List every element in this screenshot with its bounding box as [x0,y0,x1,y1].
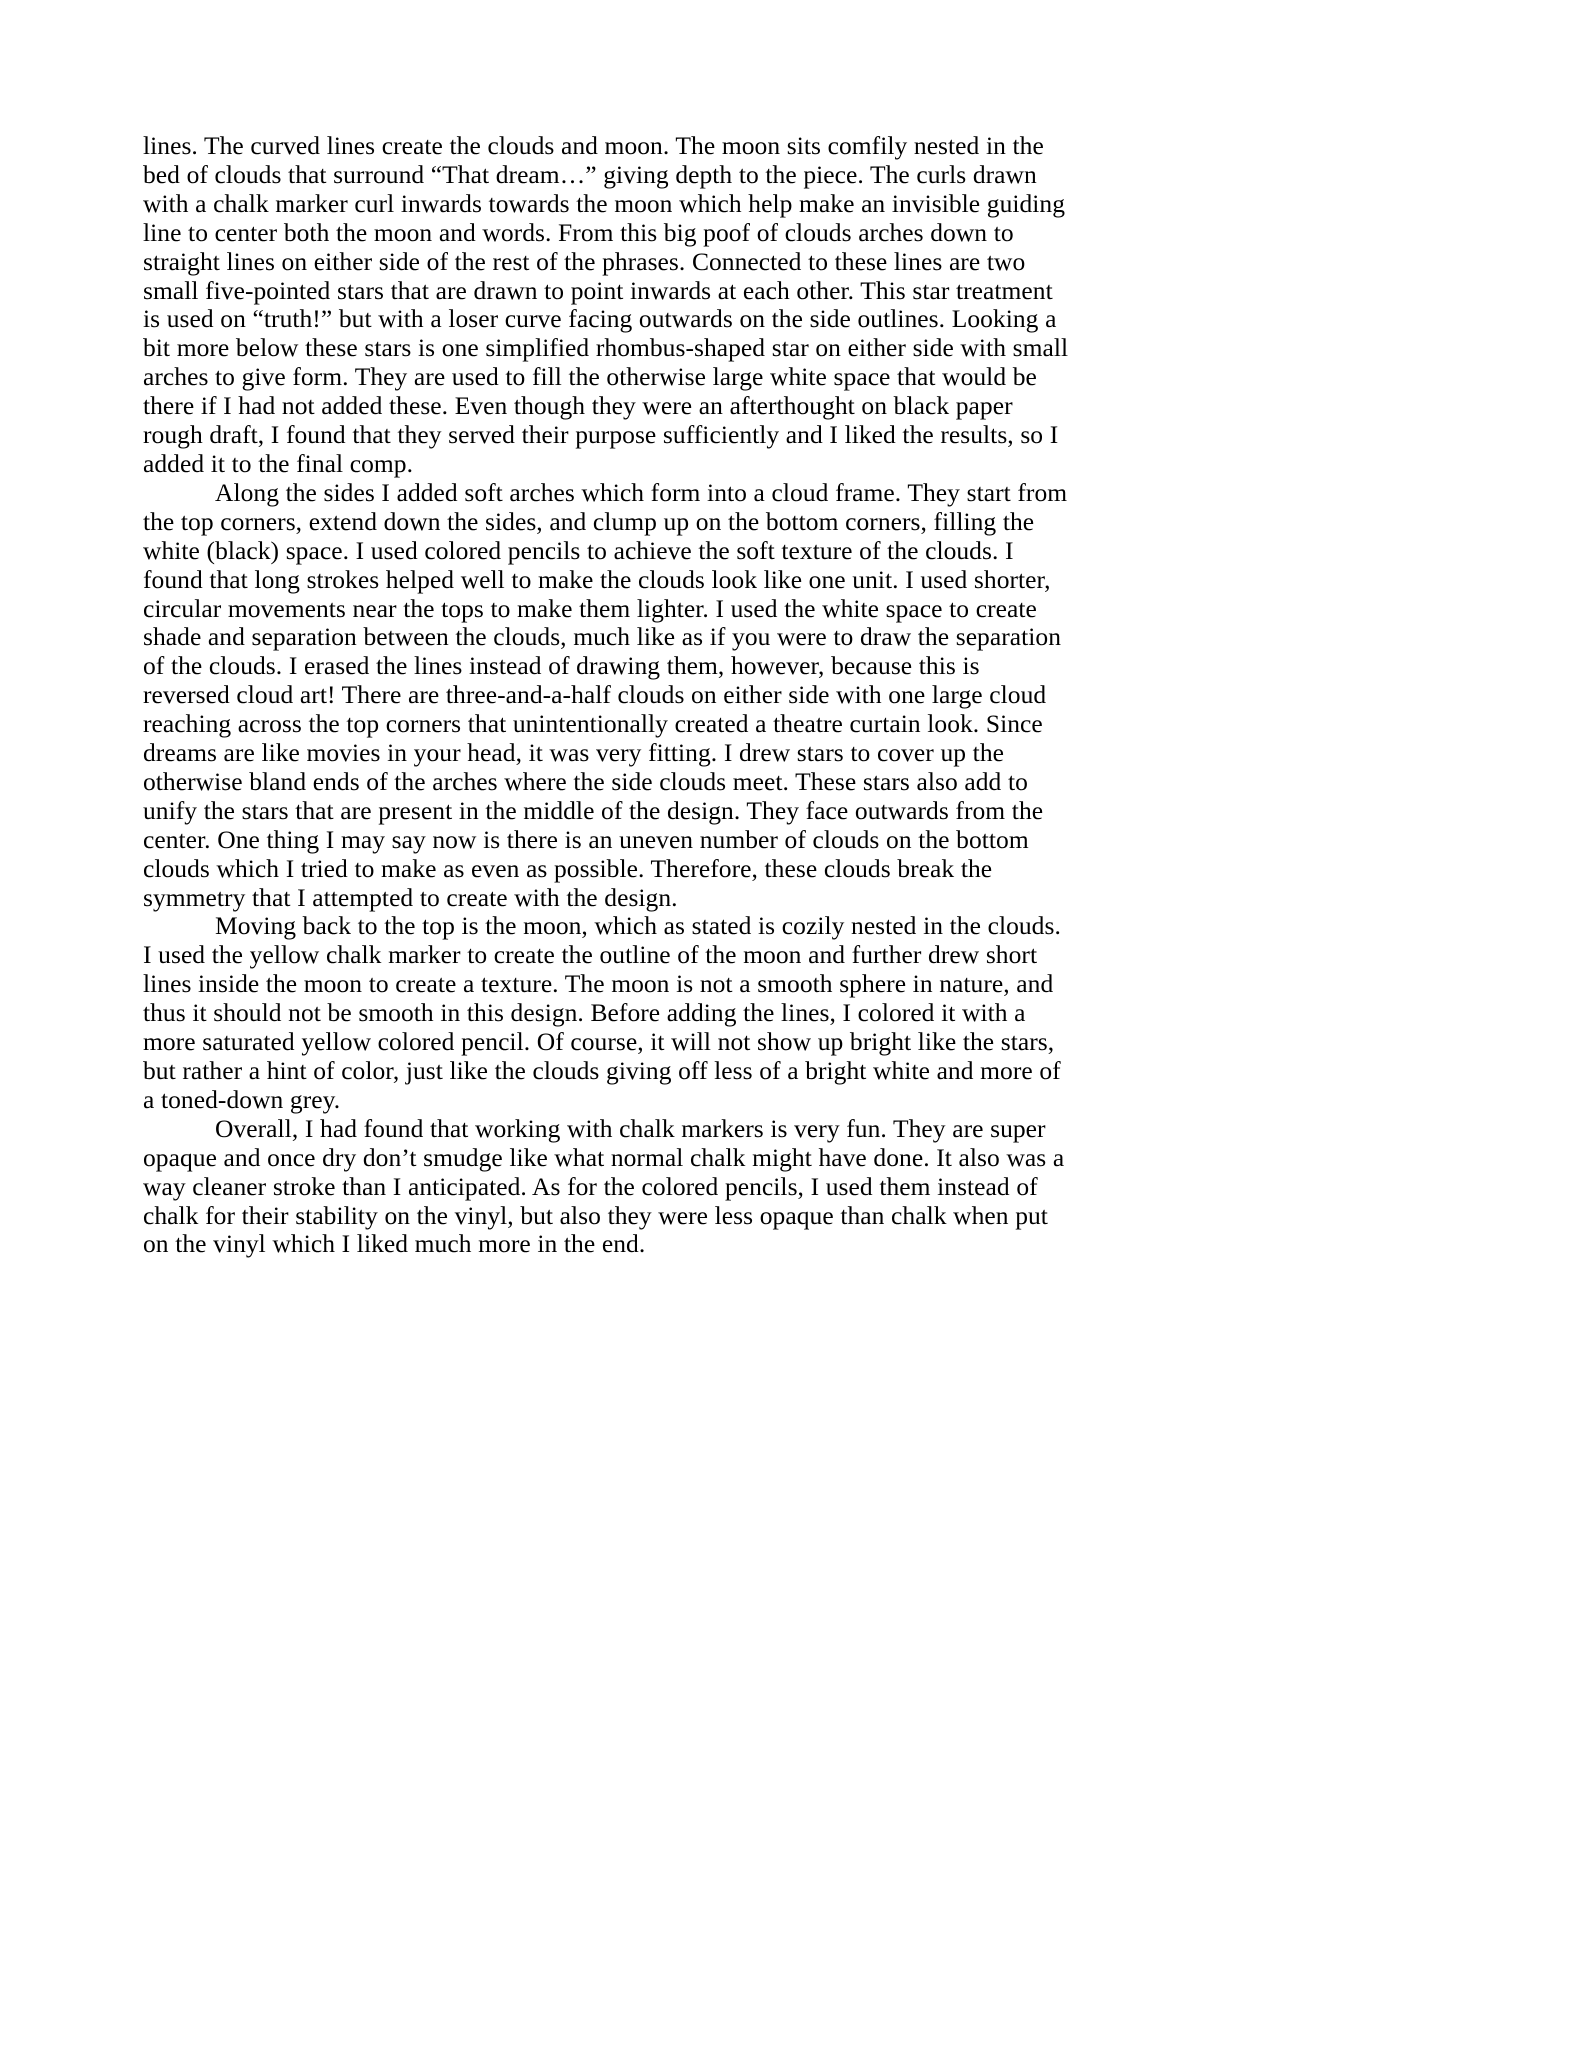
paragraph-side-arches: Along the sides I added soft arches which form into a cloud frame. They start from the top corners, extend down the sides, and clump up on the bottom corners, filling the white (black) space. I used colored pencils to achieve the soft texture of the clouds. I found that long strokes helped well to make the clouds look like one unit. I used shorter, circular movements near the tops to make them lighter. I used the white space to create shade and separation between the clouds, much like as if you were to draw the separation of the clouds. I erased the lines instead of drawing them, however, because this is reversed cloud art! There are three-and-a-half clouds on either side with one large cloud reaching across the top corners that unintentionally created a theatre curtain look. Since dreams are like movies in your head, it was very fitting. I drew stars to cover up the otherwise bland ends of the arches where the side clouds meet. These stars also add to unify the stars that are present in the middle of the design. They face outwards from the center. One thing I may say now is there is an uneven number of clouds on the bottom clouds which I tried to make as even as possible. Therefore, these clouds break the symmetry that I attempted to create with the design. [143,477,1068,912]
paragraph-moon: Moving back to the top is the moon, which as stated is cozily nested in the clouds. I used the yellow chalk marker to create the outline of the moon and further drew short lines inside the moon to create a texture. The moon is not a smooth sphere in nature, and thus it should not be smooth in this design. Before adding the lines, I colored it with a more saturated yellow colored pencil. Of course, it will not show up bright like the stars, but rather a hint of color, just like the clouds giving off less of a bright white and more of a toned-down grey. [143,911,1061,1114]
paragraph-overall: Overall, I had found that working with chalk markers is very fun. They are super opaque and once dry don’t smudge like what normal chalk might have done. It also was a way cleaner stroke than I anticipated. As for the colored pencils, I used them instead of chalk for their stability on the vinyl, but also they were less opaque than chalk when put on the vinyl which I liked much more in the end. [143,1113,1065,1259]
body-text-column [143,132,1071,1259]
paragraph-continuation: lines. The curved lines create the clouds and moon. The moon sits comfily nested in the bed of clouds that surround “That dream…” giving depth to the piece. The curls drawn with a chalk marker curl inwards towards the moon which help make an invisible guiding line to center both the moon and words. From this big poof of clouds arches down to straight lines on either side of the rest of the phrases. Connected to these lines are two small five-pointed stars that are drawn to point inwards at each other. This star treatment is used on “truth!” but with a loser curve facing outwards on the side outlines. Looking a bit more below these stars is one simplified rhombus-shaped star on either side with small arches to give form. They are used to fill the otherwise large white space that would be there if I had not added these. Even though they were an afterthought on black paper rough draft, I found that they served their purpose sufficiently and I liked the results, so I added it to the final comp. [143,131,1069,478]
